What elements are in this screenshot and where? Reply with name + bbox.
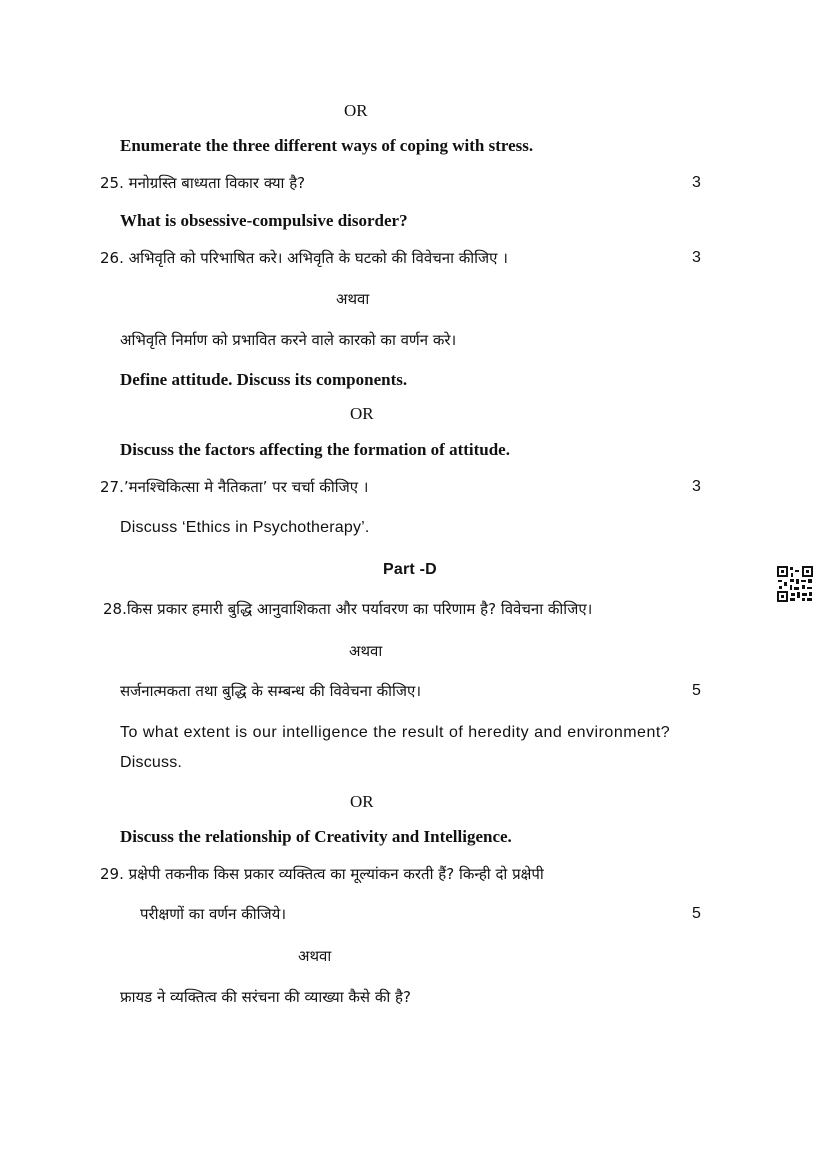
question-27-english: Discuss ‘Ethics in Psychotherapy’. xyxy=(120,519,370,536)
section-heading: Part -D xyxy=(383,561,437,578)
question-26-marks: 3 xyxy=(692,249,701,266)
question-27-marks: 3 xyxy=(692,478,701,495)
question-26-alt-english: Discuss the factors affecting the formation of attitude. xyxy=(120,440,510,459)
question-29-marks: 5 xyxy=(692,905,701,922)
question-29-hindi-line-1: 29. प्रक्षेपी तकनीक किस प्रकार व्यक्तित्व का मूल्यांकन करती हैं? किन्ही दो प्रक्षेपी xyxy=(100,865,544,883)
or-separator: OR xyxy=(344,101,368,120)
athva-separator: अथवा xyxy=(349,642,383,660)
question-26-english: Define attitude. Discuss its components. xyxy=(120,370,408,389)
athva-separator: अथवा xyxy=(298,947,332,965)
question-28-alt-hindi: सर्जनात्मकता तथा बुद्धि के सम्बन्ध की विवेचना कीजिए। xyxy=(120,682,422,700)
question-29-alt-hindi: फ्रायड ने व्यक्तित्व की सरंचना की व्याख्या कैसे की है? xyxy=(120,988,411,1006)
question-25-hindi: 25. मनोग्रस्ति बाध्यता विकार क्या है? xyxy=(100,174,306,192)
or-separator: OR xyxy=(350,792,374,811)
question-29-hindi-line-2: परीक्षणों का वर्णन कीजिये। xyxy=(140,905,287,923)
qr-code-icon xyxy=(776,565,814,603)
question-27-hindi: 27.’मनश्चिकित्सा मे नैतिकता’ पर चर्चा कीजिए । xyxy=(100,478,369,496)
question-28-hindi: 28.किस प्रकार हमारी बुद्धि आनुवाशिकता और पर्यावरण का परिणाम है? विवेचना कीजिए। xyxy=(103,600,593,618)
question-25-marks: 3 xyxy=(692,174,701,191)
question-26-hindi: 26. अभिवृति को परिभाषित करे। अभिवृति के घटको की विवेचना कीजिए । xyxy=(100,249,508,267)
question-28-alt-english: Discuss the relationship of Creativity and Intelligence. xyxy=(120,827,512,846)
question-28-english-line-1: To what extent is our intelligence the result of heredity and environment? xyxy=(120,724,671,741)
question-25-english: What is obsessive-compulsive disorder? xyxy=(120,211,408,230)
question-28-english-line-2: Discuss. xyxy=(120,754,183,771)
question-28-marks: 5 xyxy=(692,682,701,699)
question-24-alt-english: Enumerate the three different ways of coping with stress. xyxy=(120,136,534,155)
or-separator: OR xyxy=(350,404,374,423)
athva-separator: अथवा xyxy=(336,290,370,308)
question-26-alt-hindi: अभिवृति निर्माण को प्रभावित करने वाले कारको का वर्णन करे। xyxy=(120,331,457,349)
